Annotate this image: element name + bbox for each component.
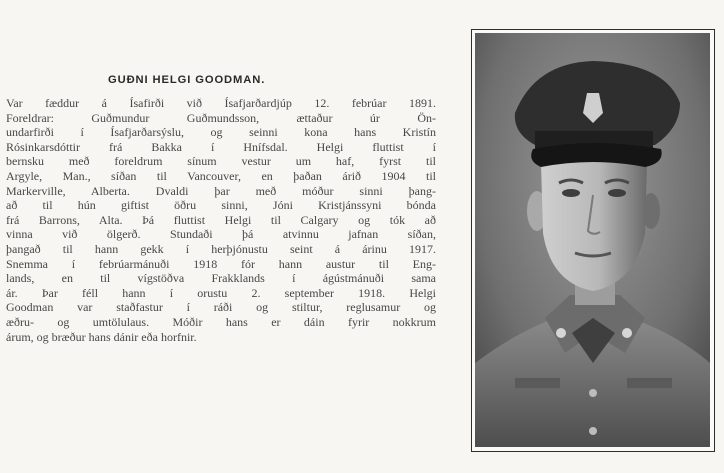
text-line: lands, en til vígstöðva Frakklands í ágústmánuði sama	[6, 271, 436, 286]
portrait-frame	[471, 29, 715, 452]
portrait-photo	[475, 33, 710, 447]
text-line: Snemma í febrúarmánuði 1918 fór hann austur til Eng-	[6, 256, 436, 271]
text-line: Rósinkarsdóttir frá Bakka í Hnífsdal. Helgi fluttist í	[6, 139, 436, 154]
text-line: Argyle, Man., síðan til Vancouver, en þaðan árið 1904 til	[6, 168, 436, 183]
biography-text	[6, 96, 436, 344]
text-line: ár. Þar féll hann í orustu 2. september 1918. Helgi	[6, 285, 436, 300]
text-line: að til hún giftist öðru sinni, Jóni Kristjánssyni bónda	[6, 198, 436, 213]
text-line: frá Barrons, Alta. Þá fluttist Helgi til Calgary og tók að	[6, 212, 436, 227]
text-line: æðru- og umtölulaus. Móðir hans er dáin fyrir nokkrum	[6, 314, 436, 329]
text-line: þangað til hann gekk í herþjónustu seint á árinu 1917.	[6, 241, 436, 256]
document-title: GUÐNI HELGI GOODMAN.	[108, 74, 266, 86]
text-line: árum, og bræður hans dánir eða horfnir.	[6, 329, 197, 344]
text-line: Var fæddur á Ísafirði við Ísafjarðardjúp 12. febrúar 1891.	[6, 96, 436, 110]
text-line: Goodman var staðfastur í ráði og stiltur, reglusamur og	[6, 300, 436, 315]
text-line: Markerville, Alberta. Dvaldi þar með móður sinni þang-	[6, 183, 436, 198]
text-line: bernsku með foreldrum sínum vestur um haf, fyrst til	[6, 154, 436, 169]
text-line: Foreldrar: Guðmundur Guðmundsson, ættaður úr Ön-	[6, 110, 436, 125]
text-line: vinna við ölgerð. Stundaði þá atvinnu jafnan síðan,	[6, 227, 436, 242]
soldier-portrait-image	[475, 33, 710, 447]
text-line: undarfirði í Ísafjarðarsýslu, og seinni kona hans Kristín	[6, 125, 436, 140]
